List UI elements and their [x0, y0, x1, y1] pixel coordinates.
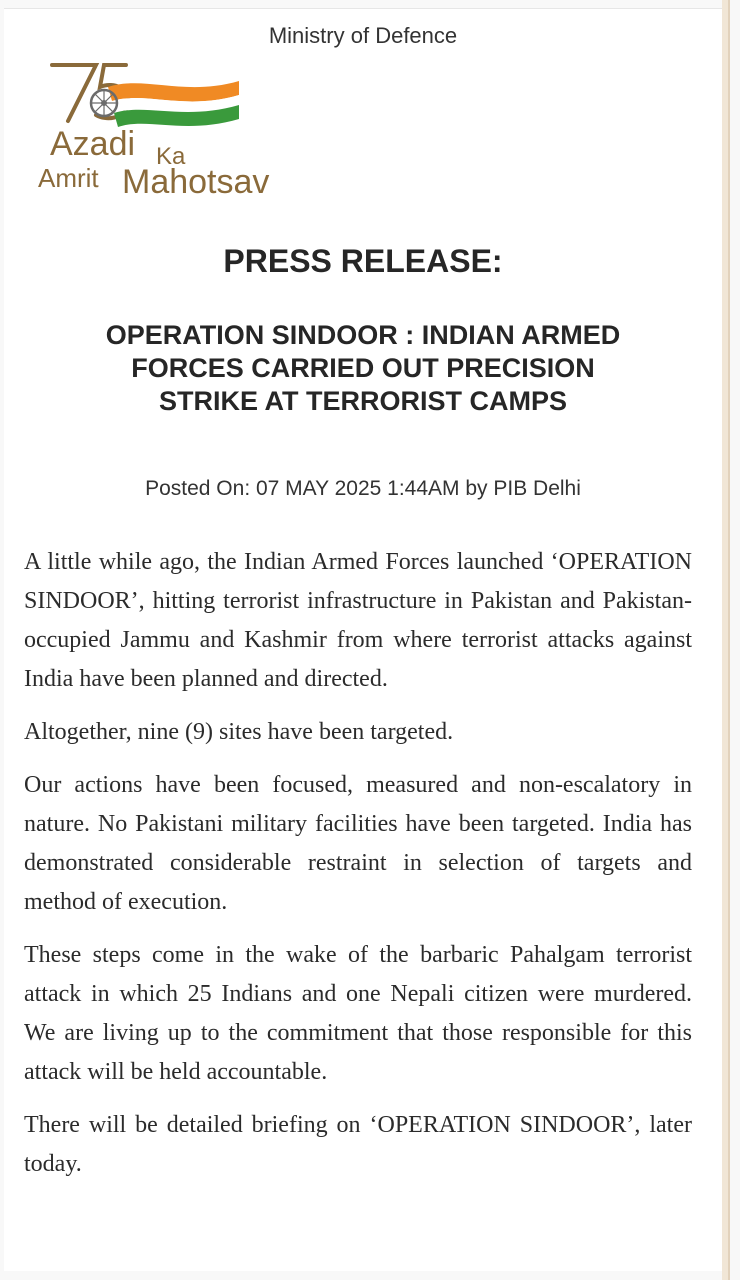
headline-line: STRIKE AT TERRORIST CAMPS — [158, 386, 567, 416]
logo-text-amrit: Amrit — [38, 163, 99, 193]
headline — [24, 319, 702, 418]
page-edge-line — [728, 0, 730, 1280]
logo-text-azadi: Azadi — [50, 125, 136, 163]
ministry-name: Ministry of Defence — [268, 23, 458, 48]
headline-line: FORCES CARRIED OUT PRECISION — [131, 353, 595, 383]
body-paragraph: Our actions have been focused, measured and non-escalatory in nature. No Pakistani military facilities have been targeted. India has demonstrated considerable restraint in selection of targets and method of execution. — [24, 772, 692, 915]
release-body — [24, 543, 692, 1198]
posted-on-line: Posted On: 07 MAY 2025 1:44AM by PIB Delhi — [145, 477, 581, 500]
logo-text-mahotsav: Mahotsav — [122, 163, 270, 201]
press-release-label: PRESS RELEASE: — [223, 243, 503, 279]
body-paragraph: There will be detailed briefing on ‘OPERATION SINDOOR’, later today. — [24, 1112, 692, 1177]
body-paragraph: A little while ago, the Indian Armed Forces launched ‘OPERATION SINDOOR’, hitting terrorist infrastructure in Pakistan and Pakistan-occupied Jammu and Kashmir from where terrorist attacks against India have been planned and directed. — [24, 549, 692, 692]
body-paragraph: Altogether, nine (9) sites have been targeted. — [24, 719, 454, 745]
headline-line: OPERATION SINDOOR : INDIAN ARMED — [105, 320, 621, 350]
logo-text-ka: Ka — [156, 143, 186, 170]
body-paragraph: These steps come in the wake of the barbaric Pahalgam terrorist attack in which 25 Indians and one Nepali citizen were murdered. We are living up to the commitment that those responsible for this attack will be held accountable. — [24, 942, 692, 1085]
azadi-ka-amrit-mahotsav-logo — [34, 57, 304, 207]
press-release-document — [4, 8, 722, 1271]
